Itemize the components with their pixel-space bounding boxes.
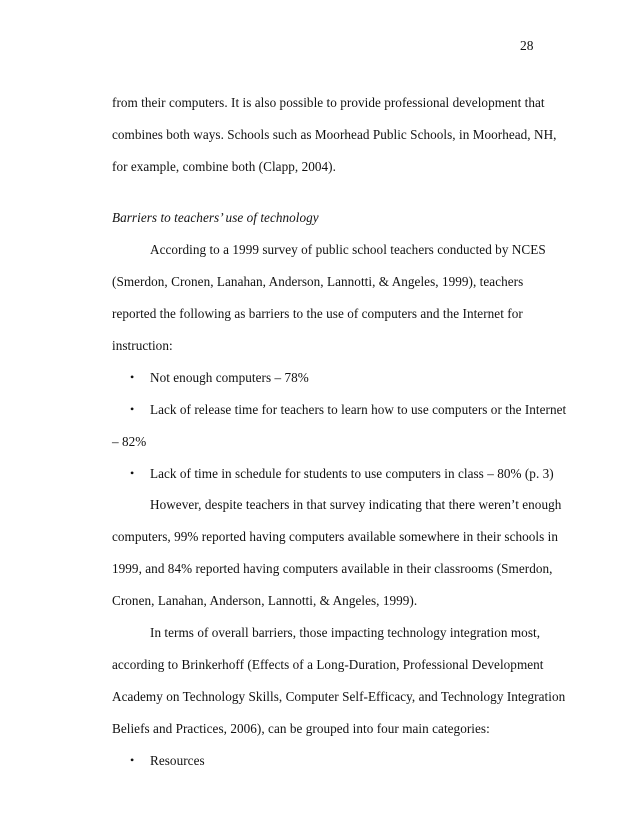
paragraph-line: According to a 1999 survey of public school teachers conducted by NCES xyxy=(150,242,546,257)
bullet-item: Not enough computers – 78% xyxy=(150,370,309,385)
paragraph-line: Cronen, Lanahan, Anderson, Lannotti, & Angeles, 1999). xyxy=(112,593,418,608)
bullet-icon: • xyxy=(130,753,135,767)
paragraph-line: Beliefs and Practices, 2006), can be grouped into four main categories: xyxy=(112,721,490,736)
paragraph-line: according to Brinkerhoff (Effects of a Long-Duration, Professional Development xyxy=(112,657,544,672)
paragraph-line: reported the following as barriers to the use of computers and the Internet for xyxy=(112,306,523,321)
paragraph-line: instruction: xyxy=(112,338,173,353)
paragraph-line: for example, combine both (Clapp, 2004). xyxy=(112,159,336,174)
paragraph-line: However, despite teachers in that survey indicating that there weren’t enough xyxy=(150,497,562,512)
page-number: 28 xyxy=(520,38,534,53)
bullet-item: Lack of time in schedule for students to use computers in class – 80% (p. 3) xyxy=(150,466,554,481)
paragraph-line: combines both ways. Schools such as Moorhead Public Schools, in Moorhead, NH, xyxy=(112,127,557,142)
paragraph-line: from their computers. It is also possible to provide professional development that xyxy=(112,95,545,110)
bullet-item: Lack of release time for teachers to learn how to use computers or the Internet xyxy=(150,402,567,417)
section-heading: Barriers to teachers’ use of technology xyxy=(112,210,319,225)
paragraph-line: computers, 99% reported having computers available somewhere in their schools in xyxy=(112,529,559,544)
bullet-icon: • xyxy=(130,402,135,416)
bullet-item: Resources xyxy=(150,753,205,768)
bullet-item-continuation: – 82% xyxy=(112,434,147,449)
paragraph-line: 1999, and 84% reported having computers available in their classrooms (Smerdon, xyxy=(112,561,553,576)
paragraph-line: In terms of overall barriers, those impacting technology integration most, xyxy=(150,625,541,640)
bullet-icon: • xyxy=(130,466,135,480)
paragraph-line: (Smerdon, Cronen, Lanahan, Anderson, Lannotti, & Angeles, 1999), teachers xyxy=(112,274,524,289)
bullet-icon: • xyxy=(130,370,135,384)
paragraph-line: Academy on Technology Skills, Computer Self-Efficacy, and Technology Integration xyxy=(112,689,566,704)
